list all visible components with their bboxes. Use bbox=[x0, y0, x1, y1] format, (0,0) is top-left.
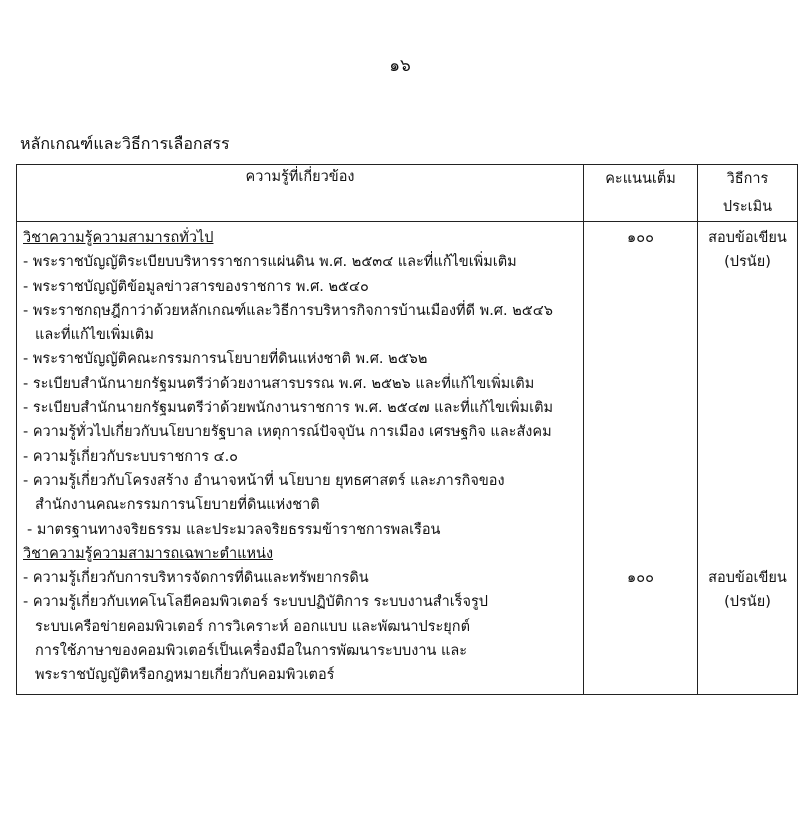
list-item: - พระราชบัญญัติข้อมูลข่าวสารของราชการ พ.ศ. ๒๕๔๐ bbox=[23, 278, 369, 295]
selection-criteria-table bbox=[16, 164, 798, 695]
list-item: - ความรู้เกี่ยวกับการบริหารจัดการที่ดินและทรัพยากรดิน bbox=[23, 570, 369, 587]
header-knowledge: ความรู้ที่เกี่ยวข้อง bbox=[17, 165, 584, 222]
list-item: - ความรู้เกี่ยวกับเทคโนโลยีคอมพิวเตอร์ ระบบปฏิบัติการ ระบบงานสำเร็จรูป bbox=[23, 594, 488, 611]
list-item: - ระเบียบสำนักนายกรัฐมนตรีว่าด้วยงานสารบรรณ พ.ศ. ๒๕๒๖ และที่แก้ไขเพิ่มเติม bbox=[23, 375, 535, 392]
method-specific-line2: (ปรนัย) bbox=[724, 594, 771, 611]
list-item: - ความรู้เกี่ยวกับระบบราชการ ๔.๐ bbox=[23, 448, 239, 465]
page-number: ๑๖ bbox=[389, 56, 411, 76]
score-cell bbox=[584, 222, 698, 695]
header-score: คะแนนเต็ม bbox=[584, 165, 698, 222]
method-general-line2: (ปรนัย) bbox=[724, 254, 771, 271]
list-item: - พระราชกฤษฎีกาว่าด้วยหลักเกณฑ์และวิธีการบริหารกิจการบ้านเมืองที่ดี พ.ศ. ๒๕๔๖ bbox=[23, 302, 553, 319]
knowledge-list bbox=[17, 222, 583, 694]
list-item: - พระราชบัญญัติคณะกรรมการนโยบายที่ดินแห่งชาติ พ.ศ. ๒๕๖๒ bbox=[23, 351, 428, 368]
header-method-line2: ประเมิน bbox=[722, 199, 773, 215]
score-general: ๑๐๐ bbox=[627, 230, 654, 246]
list-item-continuation: การใช้ภาษาของคอมพิวเตอร์เป็นเครื่องมือในการพัฒนาระบบงาน และ bbox=[35, 643, 467, 660]
list-item: - มาตรฐานทางจริยธรรม และประมวลจริยธรรมข้าราชการพลเรือน bbox=[27, 521, 441, 538]
header-method bbox=[698, 165, 798, 222]
method-specific-line1: สอบข้อเขียน bbox=[708, 570, 787, 587]
list-item: - ระเบียบสำนักนายกรัฐมนตรีว่าด้วยพนักงานราชการ พ.ศ. ๒๕๔๗ และที่แก้ไขเพิ่มเติม bbox=[23, 400, 554, 417]
list-item-continuation: สำนักงานคณะกรรมการนโยบายที่ดินแห่งชาติ bbox=[35, 497, 320, 514]
list-item: - พระราชบัญญัติระเบียบบริหารราชการแผ่นดิน พ.ศ. ๒๕๓๔ และที่แก้ไขเพิ่มเติม bbox=[23, 254, 517, 271]
subject-title-specific: วิชาความรู้ความสามารถเฉพาะตำแหน่ง bbox=[23, 545, 274, 562]
header-method-line1: วิธีการ bbox=[726, 171, 769, 187]
subject-title-general: วิชาความรู้ความสามารถทั่วไป bbox=[23, 230, 214, 246]
section-heading: หลักเกณฑ์และวิธีการเลือกสรร bbox=[20, 134, 230, 153]
list-item-continuation: และที่แก้ไขเพิ่มเติม bbox=[35, 327, 154, 344]
method-cell bbox=[698, 222, 798, 695]
table-header-row bbox=[17, 165, 798, 222]
method-general-line1: สอบข้อเขียน bbox=[708, 230, 787, 246]
score-specific: ๑๐๐ bbox=[627, 570, 654, 587]
list-item-continuation: ระบบเครือข่ายคอมพิวเตอร์ การวิเคราะห์ ออกแบบ และพัฒนาประยุกต์ bbox=[35, 618, 470, 635]
list-item: - ความรู้ทั่วไปเกี่ยวกับนโยบายรัฐบาล เหตุการณ์ปัจจุบัน การเมือง เศรษฐกิจ และสังคม bbox=[23, 424, 552, 441]
table-row-content bbox=[17, 222, 798, 695]
list-item-continuation: พระราชบัญญัติหรือกฎหมายเกี่ยวกับคอมพิวเตอร์ bbox=[35, 667, 335, 684]
list-item: - ความรู้เกี่ยวกับโครงสร้าง อำนาจหน้าที่ นโยบาย ยุทธศาสตร์ และภารกิจของ bbox=[23, 472, 505, 489]
knowledge-cell bbox=[17, 222, 584, 695]
